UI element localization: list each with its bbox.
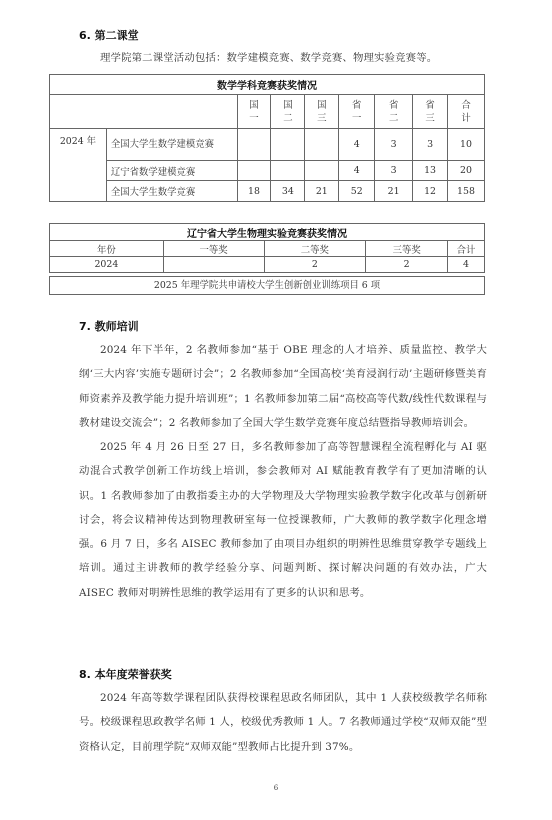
col-header-national-3: 国 三	[305, 95, 339, 129]
math-table-header-row	[50, 95, 485, 129]
table-cell	[237, 129, 271, 161]
col-header-provincial-3: 省 三	[413, 95, 448, 129]
section-7-paragraph-2: 2025 年 4 月 26 日至 27 日，多名教师参加了高等智慧课程全流程孵化与 AI 驱动混合式教学创新工作坊线上培训，参会教师对 AI 赋能教育教学有了更加清晰的认识。1 名教师参加了由教指委主办的大学物理及大学物理实验教学数字化改革与创新研讨会，将会议精神传达到物理教研室每一位授课教师，广大教师的教学数字化理念增强。6 月 7 日，多名 AISEC 教师参加了由项目办组织的明辨性思维贯穿教学专题线上培训。通过主讲教师的教学经验分享、问题判断、探讨解决问题的有效办法，广大 AISEC 教师对明辨性思维的教学运用有了更多的认识和思考。	[79, 441, 487, 599]
table-header-cell: 三等奖	[366, 241, 448, 257]
table-cell: 20	[448, 161, 485, 181]
col-header-national-1: 国 一	[237, 95, 271, 129]
page-number: 6	[273, 784, 279, 792]
table-cell: 2	[264, 257, 366, 273]
math-competition-table	[49, 74, 485, 202]
table-header-cell: 二等奖	[264, 241, 366, 257]
table-cell	[305, 129, 339, 161]
table-row	[50, 181, 485, 202]
table-header-cell: 年份	[50, 241, 164, 257]
section-8-paragraph-1: 2024 年高等数学课程团队获得校课程思政名师团队，其中 1 人获校级教学名师称号。校级课程思政教学名师 1 人，校级优秀教师 1 人。7 名教师通过学校“双师双能”型资格认定，目前理学院“双师双能”型教师占比提升到 37%。	[79, 692, 487, 753]
physics-table-header-row	[50, 241, 485, 257]
table-cell	[163, 257, 264, 273]
table-cell	[237, 161, 271, 181]
math-table-title: 数学学科竞赛获奖情况	[50, 75, 485, 95]
table-cell	[271, 161, 305, 181]
table-cell: 10	[448, 129, 485, 161]
table-cell	[305, 161, 339, 181]
table-cell: 34	[271, 181, 305, 202]
physics-table-title: 辽宁省大学生物理实验竞赛获奖情况	[50, 224, 485, 241]
table-row	[50, 257, 485, 273]
table-cell	[271, 129, 305, 161]
table-cell: 3	[375, 161, 413, 181]
innovation-projects-note: 2025 年理学院共申请校大学生创新创业训练项目 6 项	[49, 276, 485, 295]
year-cell: 2024 年	[50, 129, 107, 202]
table-cell: 3	[413, 129, 448, 161]
col-header-national-2: 国 二	[271, 95, 305, 129]
table-header-cell: 一等奖	[163, 241, 264, 257]
table-cell: 12	[413, 181, 448, 202]
competition-name: 全国大学生数学竞赛	[106, 181, 237, 202]
section-7-paragraph-1: 2024 年下半年，2 名教师参加“基于 OBE 理念的人才培养、质量监控、教学大纲‘三大内容’实施专题研讨会”；2 名教师参加“全国高校‘美育浸润行动’主题研修暨美育师资素养及教学能力提升培训班”；1 名教师参加第二届“高校高等代数/线性代数课程与教材建设交流会”；2 名教师参加了全国大学生数学竞赛年度总结暨指导教师培训会。	[79, 344, 487, 429]
table-row	[50, 161, 485, 181]
table-cell: 3	[375, 129, 413, 161]
table-cell: 158	[448, 181, 485, 202]
col-header-provincial-2: 省 二	[375, 95, 413, 129]
table-cell: 4	[339, 129, 375, 161]
table-cell: 13	[413, 161, 448, 181]
math-table-corner-cell	[50, 95, 238, 129]
table-cell: 21	[375, 181, 413, 202]
table-cell: 2	[366, 257, 448, 273]
competition-name: 辽宁省数学建模竞赛	[106, 161, 237, 181]
table-row	[50, 129, 485, 161]
col-header-total: 合 计	[448, 95, 485, 129]
section-6-heading: 6. 第二课堂	[79, 29, 139, 42]
table-cell: 4	[448, 257, 485, 273]
table-cell: 18	[237, 181, 271, 202]
section-6-intro: 理学院第二课堂活动包括：数学建模竞赛、数学竞赛、物理实验竞赛等。	[100, 52, 438, 64]
col-header-provincial-1: 省 一	[339, 95, 375, 129]
physics-competition-table	[49, 223, 485, 273]
section-7-heading: 7. 教师培训	[79, 320, 139, 333]
section-8-heading: 8. 本年度荣誉获奖	[79, 668, 172, 681]
table-cell: 4	[339, 161, 375, 181]
table-header-cell: 合计	[448, 241, 485, 257]
table-cell: 2024	[50, 257, 164, 273]
competition-name: 全国大学生数学建模竞赛	[106, 129, 237, 161]
table-cell: 52	[339, 181, 375, 202]
table-cell: 21	[305, 181, 339, 202]
